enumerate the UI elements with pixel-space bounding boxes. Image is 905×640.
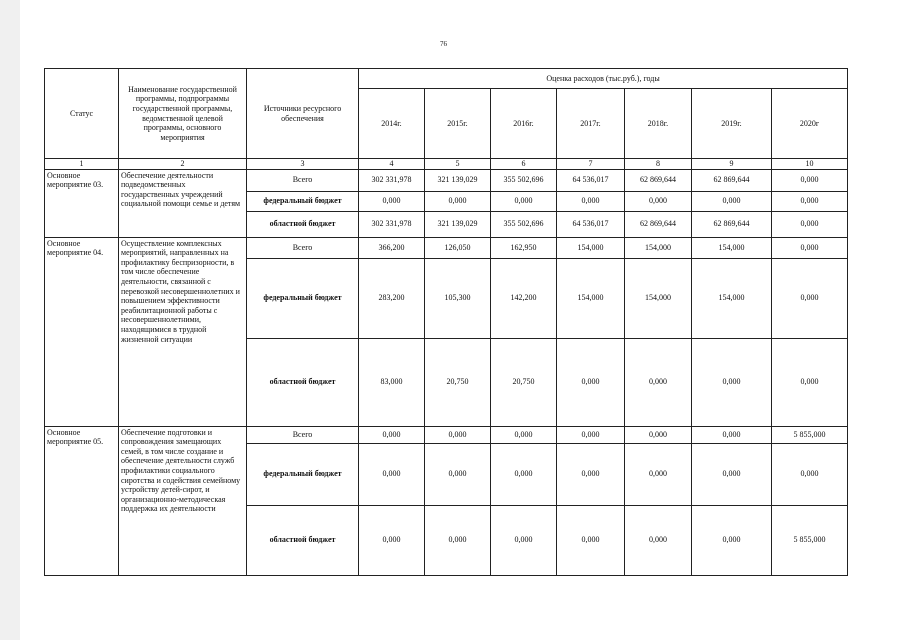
status-cell: Основное мероприятие 05. — [45, 426, 119, 575]
source-label: федеральный бюджет — [247, 258, 359, 338]
value-cell: 0,000 — [772, 258, 848, 338]
value-cell: 0,000 — [359, 191, 425, 211]
value-cell: 0,000 — [772, 443, 848, 505]
header-year: 2016г. — [491, 89, 557, 159]
source-label: Всего — [247, 426, 359, 443]
value-cell: 62 869,644 — [625, 169, 692, 191]
value-cell: 64 536,017 — [557, 211, 625, 237]
column-number: 4 — [359, 159, 425, 170]
value-cell: 0,000 — [359, 505, 425, 575]
value-cell: 83,000 — [359, 338, 425, 426]
value-cell: 0,000 — [557, 443, 625, 505]
value-cell: 0,000 — [772, 211, 848, 237]
header-sources: Источники ресурсного обеспечения — [247, 69, 359, 159]
value-cell: 0,000 — [557, 426, 625, 443]
header-year: 2018г. — [625, 89, 692, 159]
value-cell: 302 331,978 — [359, 211, 425, 237]
value-cell: 154,000 — [692, 237, 772, 258]
value-cell: 62 869,644 — [692, 211, 772, 237]
header-year: 2017г. — [557, 89, 625, 159]
value-cell: 154,000 — [625, 258, 692, 338]
header-status: Статус — [45, 69, 119, 159]
value-cell: 154,000 — [625, 237, 692, 258]
value-cell: 321 139,029 — [425, 169, 491, 191]
value-cell: 0,000 — [425, 426, 491, 443]
source-label: федеральный бюджет — [247, 443, 359, 505]
value-cell: 283,200 — [359, 258, 425, 338]
value-cell: 0,000 — [772, 191, 848, 211]
value-cell: 126,050 — [425, 237, 491, 258]
column-number: 2 — [119, 159, 247, 170]
header-year: 2015г. — [425, 89, 491, 159]
value-cell: 321 139,029 — [425, 211, 491, 237]
source-label: областной бюджет — [247, 211, 359, 237]
page-number: 76 — [440, 40, 447, 48]
column-number: 8 — [625, 159, 692, 170]
value-cell: 0,000 — [625, 505, 692, 575]
source-label: Всего — [247, 237, 359, 258]
value-cell: 355 502,696 — [491, 169, 557, 191]
header-year: 2020г — [772, 89, 848, 159]
header-name: Наименование государственной программы, подпрограммы государственной программы, ведомственной целевой программы, основного мероприятия — [119, 69, 247, 159]
value-cell: 0,000 — [557, 338, 625, 426]
status-cell: Основное мероприятие 04. — [45, 237, 119, 426]
value-cell: 62 869,644 — [692, 169, 772, 191]
value-cell: 0,000 — [692, 443, 772, 505]
column-number: 3 — [247, 159, 359, 170]
value-cell: 5 855,000 — [772, 505, 848, 575]
value-cell: 0,000 — [491, 426, 557, 443]
value-cell: 0,000 — [625, 191, 692, 211]
source-label: областной бюджет — [247, 338, 359, 426]
source-label: федеральный бюджет — [247, 191, 359, 211]
value-cell: 366,200 — [359, 237, 425, 258]
value-cell: 64 536,017 — [557, 169, 625, 191]
measure-name: Осуществление комплексных мероприятий, направленных на профилактику беспризорности, в том числе обеспечение деятельности, связанной с перевозкой несовершеннолетних и повышением эффективности реабилитационной работы с несовершеннолетними, находящимися в трудной жизненной ситуации — [119, 237, 247, 426]
scan-margin — [0, 0, 20, 640]
value-cell: 0,000 — [557, 191, 625, 211]
measure-name: Обеспечение деятельности подведомственных государственных учреждений социальной помощи семье и детям — [119, 169, 247, 237]
value-cell: 0,000 — [491, 505, 557, 575]
value-cell: 0,000 — [772, 237, 848, 258]
value-cell: 5 855,000 — [772, 426, 848, 443]
value-cell: 0,000 — [692, 338, 772, 426]
value-cell: 0,000 — [692, 191, 772, 211]
value-cell: 0,000 — [692, 505, 772, 575]
value-cell: 0,000 — [625, 426, 692, 443]
value-cell: 0,000 — [425, 505, 491, 575]
value-cell: 154,000 — [692, 258, 772, 338]
value-cell: 0,000 — [491, 443, 557, 505]
value-cell: 0,000 — [772, 169, 848, 191]
value-cell: 154,000 — [557, 237, 625, 258]
value-cell: 0,000 — [359, 426, 425, 443]
column-number: 9 — [692, 159, 772, 170]
expenditure-table — [44, 68, 848, 576]
column-number: 1 — [45, 159, 119, 170]
value-cell: 0,000 — [557, 505, 625, 575]
value-cell: 0,000 — [692, 426, 772, 443]
header-year: 2014г. — [359, 89, 425, 159]
value-cell: 20,750 — [491, 338, 557, 426]
source-label: Всего — [247, 169, 359, 191]
source-label: областной бюджет — [247, 505, 359, 575]
value-cell: 142,200 — [491, 258, 557, 338]
value-cell: 0,000 — [425, 443, 491, 505]
value-cell: 162,950 — [491, 237, 557, 258]
header-estimate: Оценка расходов (тыс.руб.), годы — [359, 69, 848, 89]
value-cell: 62 869,644 — [625, 211, 692, 237]
status-cell: Основное мероприятие 03. — [45, 169, 119, 237]
measure-name: Обеспечение подготовки и сопровождения замещающих семей, в том числе создание и обеспечение деятельности служб профилактики социального сиротства и содействия семейному устройству детей-сирот, и организационно-методическая поддержка их деятельности — [119, 426, 247, 575]
value-cell: 0,000 — [625, 443, 692, 505]
value-cell: 0,000 — [359, 443, 425, 505]
column-number: 7 — [557, 159, 625, 170]
value-cell: 0,000 — [491, 191, 557, 211]
value-cell: 0,000 — [625, 338, 692, 426]
value-cell: 154,000 — [557, 258, 625, 338]
value-cell: 302 331,978 — [359, 169, 425, 191]
column-number: 5 — [425, 159, 491, 170]
column-number: 10 — [772, 159, 848, 170]
value-cell: 0,000 — [772, 338, 848, 426]
header-year: 2019г. — [692, 89, 772, 159]
value-cell: 355 502,696 — [491, 211, 557, 237]
value-cell: 20,750 — [425, 338, 491, 426]
value-cell: 105,300 — [425, 258, 491, 338]
value-cell: 0,000 — [425, 191, 491, 211]
column-number: 6 — [491, 159, 557, 170]
